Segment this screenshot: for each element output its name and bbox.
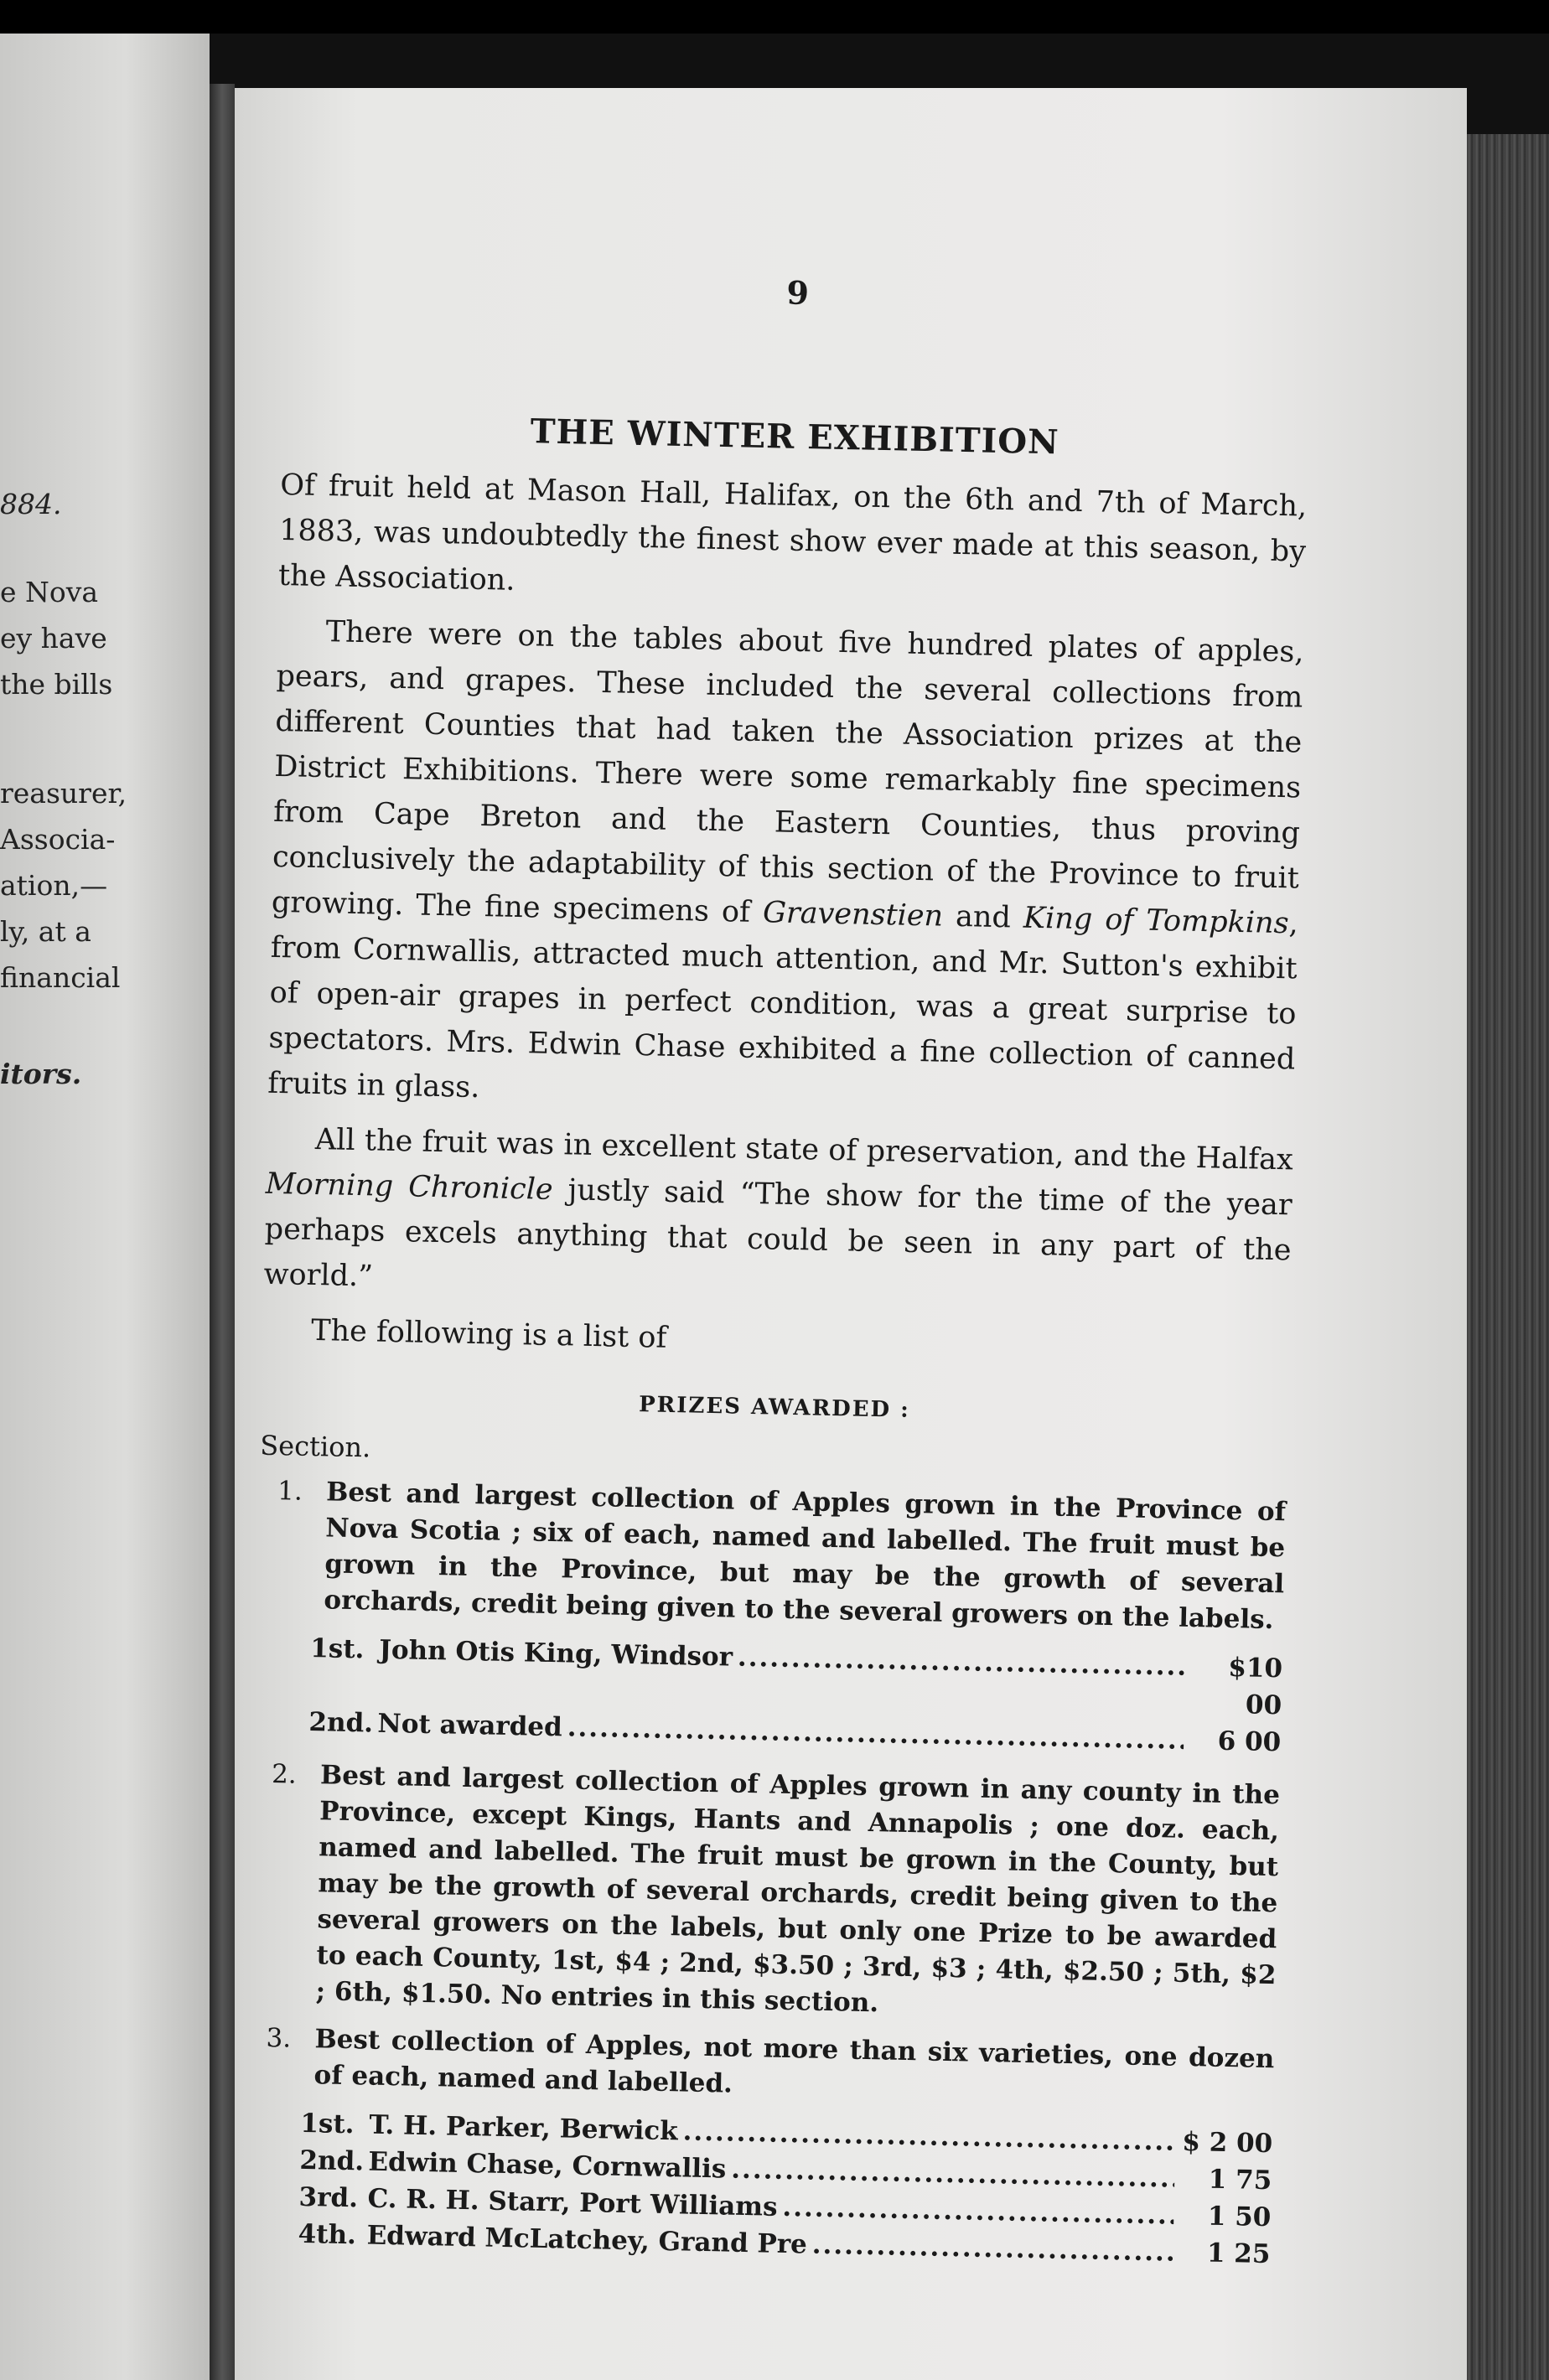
award-name: Edwin Chase, Cornwallis bbox=[368, 2146, 727, 2185]
section-number: 1. bbox=[277, 1476, 303, 1507]
award-amount: 1 75 bbox=[1208, 2164, 1272, 2196]
section-description bbox=[256, 1473, 1286, 1639]
leader-dots bbox=[738, 1639, 1186, 1685]
award-place: 3rd. bbox=[298, 2181, 359, 2214]
left-page-fragment bbox=[0, 34, 210, 2380]
award-name: Edward McLatchey, Grand Pre bbox=[366, 2220, 808, 2260]
award-place: 4th. bbox=[298, 2218, 357, 2251]
section-label: Section. bbox=[259, 1429, 371, 1464]
left-page-line: 884. bbox=[0, 488, 62, 520]
paragraph-text: All the fruit was in excellent state of preservation, and the Halfax Morning Chronicle justly said “The show for the time of the year perhaps excels anything that could be seen in any part of the world.” bbox=[263, 1122, 1294, 1294]
book-gutter bbox=[210, 84, 235, 2380]
top-border bbox=[0, 0, 1549, 34]
award-amount: $10 00 bbox=[1227, 1652, 1283, 1721]
section-description bbox=[246, 2020, 1275, 2114]
award-place: 2nd. bbox=[308, 1706, 374, 1739]
left-page-line: financial bbox=[0, 961, 121, 994]
paragraph-text: There were on the tables about five hundred plates of apples, pears, and grapes. These included the several collections from different Counties that had taken the Association prizes at the District Exhibitions. There were some remarkably fine specimens from Cape Breton and the Eastern Counties, thus proving conclusively the adaptability of this section of the Province to fruit growing. The fine specimens of Gravenstien and King of Tompkins, from Cornwallis, attracted much attention, and Mr. Sutton's exhibit of open-air grapes in perfect condition, was a great surprise to spectators. Mrs. Edwin Chase exhibited a fine collection of canned fruits in glass. bbox=[267, 615, 1304, 1105]
award-place: 2nd. bbox=[299, 2145, 365, 2177]
awards-list bbox=[254, 1629, 1282, 1762]
page-title: THE WINTER EXHIBITION bbox=[530, 411, 1060, 463]
paragraph bbox=[267, 608, 1304, 1128]
award-place: 1st. bbox=[309, 1633, 365, 1665]
section-description bbox=[248, 1757, 1280, 2031]
left-page-line: Associa- bbox=[0, 823, 116, 856]
left-page-line: ly, at a bbox=[0, 915, 91, 948]
page-stack-edge bbox=[1467, 134, 1549, 2380]
award-name: Not awarded bbox=[377, 1708, 563, 1743]
prizes-heading: PRIZES AWARDED : bbox=[638, 1392, 911, 1423]
awards-list bbox=[243, 2104, 1272, 2274]
award-name: John Otis King, Windsor bbox=[378, 1634, 733, 1673]
paragraph bbox=[263, 1116, 1293, 1319]
page-content bbox=[243, 260, 1312, 2289]
section-number: 3. bbox=[266, 2022, 292, 2054]
left-page-line: itors. bbox=[0, 1058, 82, 1090]
section-text: Best and largest collection of Apples grown in the Province of Nova Scotia ; six of each, named and labelled. The fruit must be grown in the Province, but may be the growth of several orchards, credit being given to the several growers on the labels. bbox=[324, 1477, 1287, 1636]
award-amount: 1 50 bbox=[1207, 2201, 1272, 2233]
award-amount: 1 25 bbox=[1206, 2238, 1271, 2270]
paragraph: The following is a list of bbox=[310, 1313, 667, 1355]
section-entry bbox=[254, 1473, 1286, 1762]
award-place: 1st. bbox=[300, 2108, 355, 2140]
section-entry bbox=[248, 1757, 1280, 2031]
award-name: C. R. H. Starr, Port Williams bbox=[367, 2183, 778, 2222]
section-text: Best collection of Apples, not more than six varieties, one dozen of each, named and labelled. bbox=[313, 2024, 1275, 2099]
section-number: 2. bbox=[271, 1759, 298, 1790]
section-text: Best and largest collection of Apples grown in any county in the Province, except Kings, Hants and Annapolis ; one doz. each, named and labelled. The fruit must be grown in the County, but may be the growth of several orchards, credit being given to the several growers on the labels, but only one Prize to be awarded to each County, 1st, $4 ; 2nd, $3.50 ; 3rd, $3 ; 4th, $2.50 ; 5th, $2 ; 6th, $1.50. No entries in this section. bbox=[315, 1760, 1281, 2019]
paragraph: Of fruit held at Mason Hall, Halifax, on the 6th and 7th of March, 1883, was undoubtedly the finest show ever made at this season, by the Association. bbox=[277, 468, 1308, 598]
book-page bbox=[235, 88, 1467, 2380]
award-name: T. H. Parker, Berwick bbox=[369, 2109, 679, 2147]
award-amount: $ 2 00 bbox=[1181, 2126, 1273, 2160]
award-amount: 6 00 bbox=[1217, 1726, 1282, 1758]
left-page-line: e Nova bbox=[0, 576, 99, 608]
page-number: 9 bbox=[786, 273, 810, 313]
leader-dots bbox=[811, 2227, 1173, 2271]
left-page-line: reasurer, bbox=[0, 777, 127, 810]
left-page-line: the bills bbox=[0, 668, 113, 701]
section-entry bbox=[243, 2020, 1275, 2274]
left-page-line: ation,— bbox=[0, 869, 108, 902]
left-page-line: ey have bbox=[0, 622, 107, 654]
